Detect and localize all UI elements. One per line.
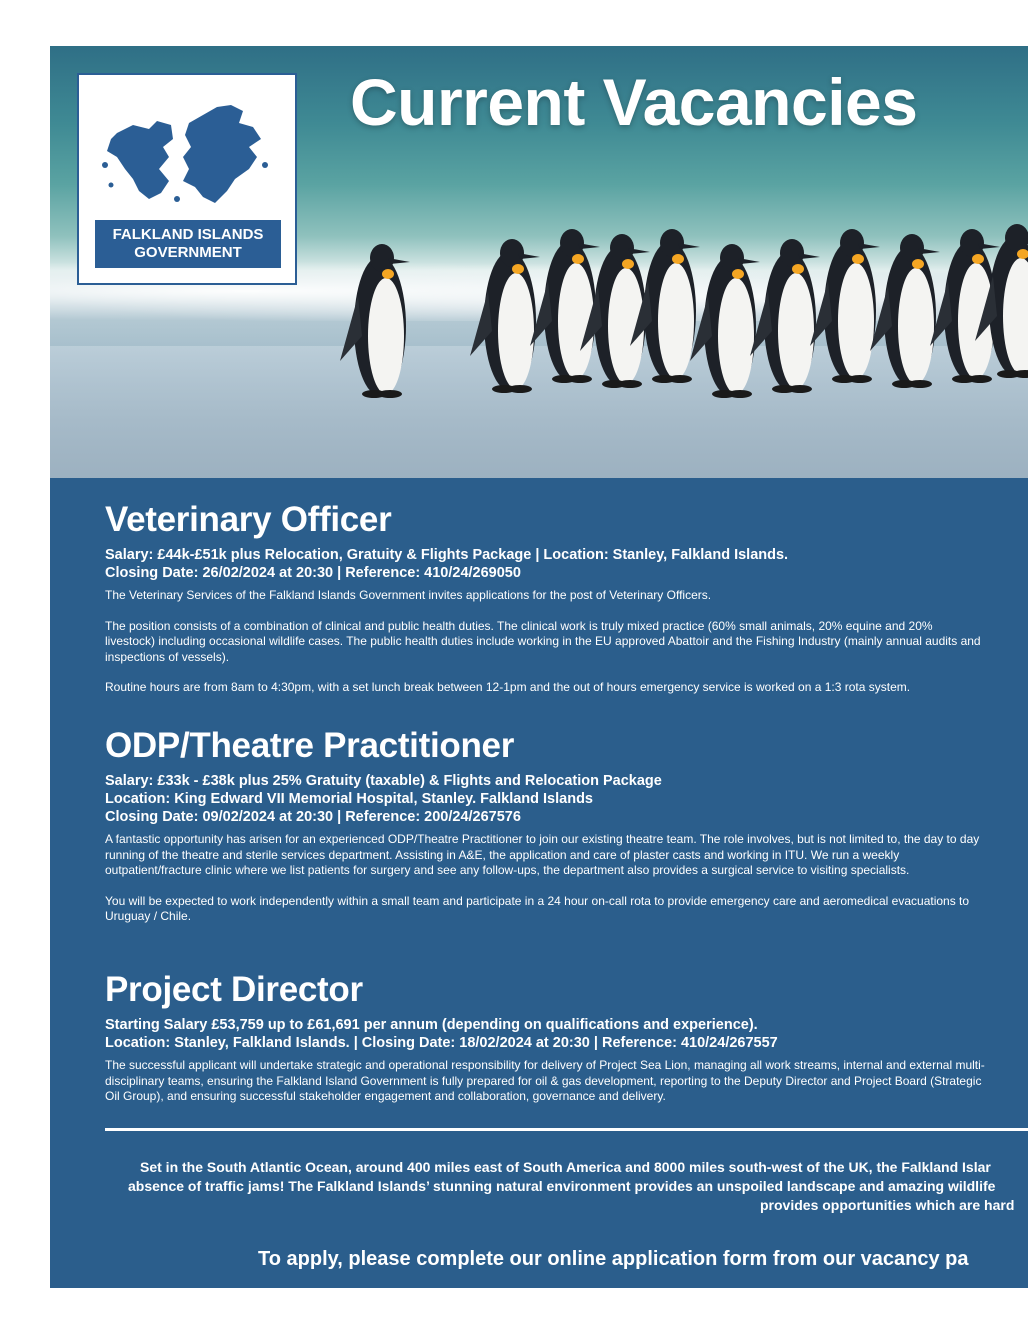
falkland-islands-map-icon	[99, 95, 277, 215]
logo-banner	[95, 220, 281, 268]
job-title: Project Director	[105, 970, 363, 1009]
job-meta	[105, 546, 985, 582]
job-meta-line: Closing Date: 09/02/2024 at 20:30 | Reference: 200/24/267576	[105, 809, 521, 825]
divider	[105, 1128, 1028, 1131]
logo-line-1: FALKLAND ISLANDS	[112, 226, 264, 243]
penguin-1	[340, 244, 410, 398]
about-line: Set in the South Atlantic Ocean, around 400 miles east of South America and 8000 miles south-west of the UK, the Falkland Islar	[140, 1159, 991, 1175]
job-title: ODP/Theatre Practitioner	[105, 726, 515, 765]
hero-image	[50, 46, 1028, 478]
job-meta-line: Location: King Edward VII Memorial Hospital, Stanley. Falkland Islands	[105, 791, 593, 807]
penguin-7	[750, 239, 820, 393]
job-meta	[105, 1016, 985, 1052]
job-paragraph: The successful applicant will undertake strategic and operational responsibility for delivery of Project Sea Lion, managing all work streams, internal and external multi-disciplinary teams, ensuring the Falkland Island Government is fully prepared for oil & gas development, reporting to the Deputy Director and Project Board (Strategic Oil Group), and ensuring successful stakeholder engagement and collaboration, governance and delivery.	[105, 1058, 985, 1103]
job-description	[105, 588, 985, 696]
job-paragraph: A fantastic opportunity has arisen for an experienced ODP/Theatre Practitioner to join our existing theatre team. The role involves, but is not limited to, the day to day running of the theatre and sterile services department. Assisting in A&E, the application and care of plaster casts and working in ITU. We run a weekly outpatient/fracture clinic where we list patients for surgery and see any follow-ups, the department also provides a surgical service to visiting specialists.	[105, 832, 980, 877]
job-meta-line: Starting Salary £53,759 up to £61,691 per annum (depending on qualifications and experience).	[105, 1017, 758, 1033]
job-paragraph: The position consists of a combination of clinical and public health duties. The clinical work is truly mixed practice (60% small animals, 20% equine and 20% livestock) including occasional wildlife cases. The public health duties include working in the EU approved Abattoir and the Fishing Industry (mainly annual audits and inspections of vessels).	[105, 618, 981, 664]
job-meta-line: Closing Date: 26/02/2024 at 20:30 | Reference: 410/24/269050	[105, 565, 521, 581]
falkland-government-logo	[77, 73, 297, 285]
job-paragraph: The Veterinary Services of the Falkland Islands Government invites applications for the post of Veterinary Officers.	[105, 588, 712, 602]
penguin-9	[870, 234, 940, 388]
job-odp-theatre-practitioner	[105, 726, 985, 940]
penguin-8	[810, 229, 880, 383]
job-title: Veterinary Officer	[105, 500, 392, 539]
logo-line-2: GOVERNMENT	[134, 244, 242, 261]
vacancy-poster	[50, 46, 1028, 1288]
job-paragraph: Routine hours are from 8am to 4:30pm, with a set lunch break between 12-1pm and the out of hours emergency service is worked on a 1:3 rota system.	[105, 680, 911, 694]
job-project-director	[105, 970, 985, 1120]
job-meta-line: Salary: £44k-£51k plus Relocation, Gratuity & Flights Package | Location: Stanley, Falkland Islands.	[105, 547, 789, 563]
job-meta	[105, 772, 985, 826]
page-title: Current Vacancies	[350, 65, 918, 139]
job-meta-line: Salary: £33k - £38k plus 25% Gratuity (taxable) & Flights and Relocation Package	[105, 773, 662, 789]
vacancies-panel	[50, 478, 1028, 1288]
penguin-2	[470, 239, 540, 393]
job-description	[105, 1058, 985, 1105]
job-meta-line: Location: Stanley, Falkland Islands. | Closing Date: 18/02/2024 at 20:30 | Reference: 410/24/267557	[105, 1035, 778, 1051]
penguin-6	[690, 244, 760, 398]
job-description	[105, 832, 985, 925]
about-line: absence of traffic jams! The Falkland Islands’ stunning natural environment provides an unspoiled landscape and amazing wildlife	[128, 1178, 996, 1194]
job-paragraph: You will be expected to work independently within a small team and participate in a 24 hour on-call rota to provide emergency care and aeromedical evacuations to Uruguay / Chile.	[105, 893, 970, 923]
job-veterinary-officer	[105, 500, 985, 711]
about-line: provides opportunities which are hard	[760, 1197, 1015, 1213]
penguin-3	[530, 229, 600, 383]
about-falklands	[110, 1158, 1028, 1215]
apply-instruction: To apply, please complete our online application form from our vacancy pa	[258, 1248, 969, 1270]
